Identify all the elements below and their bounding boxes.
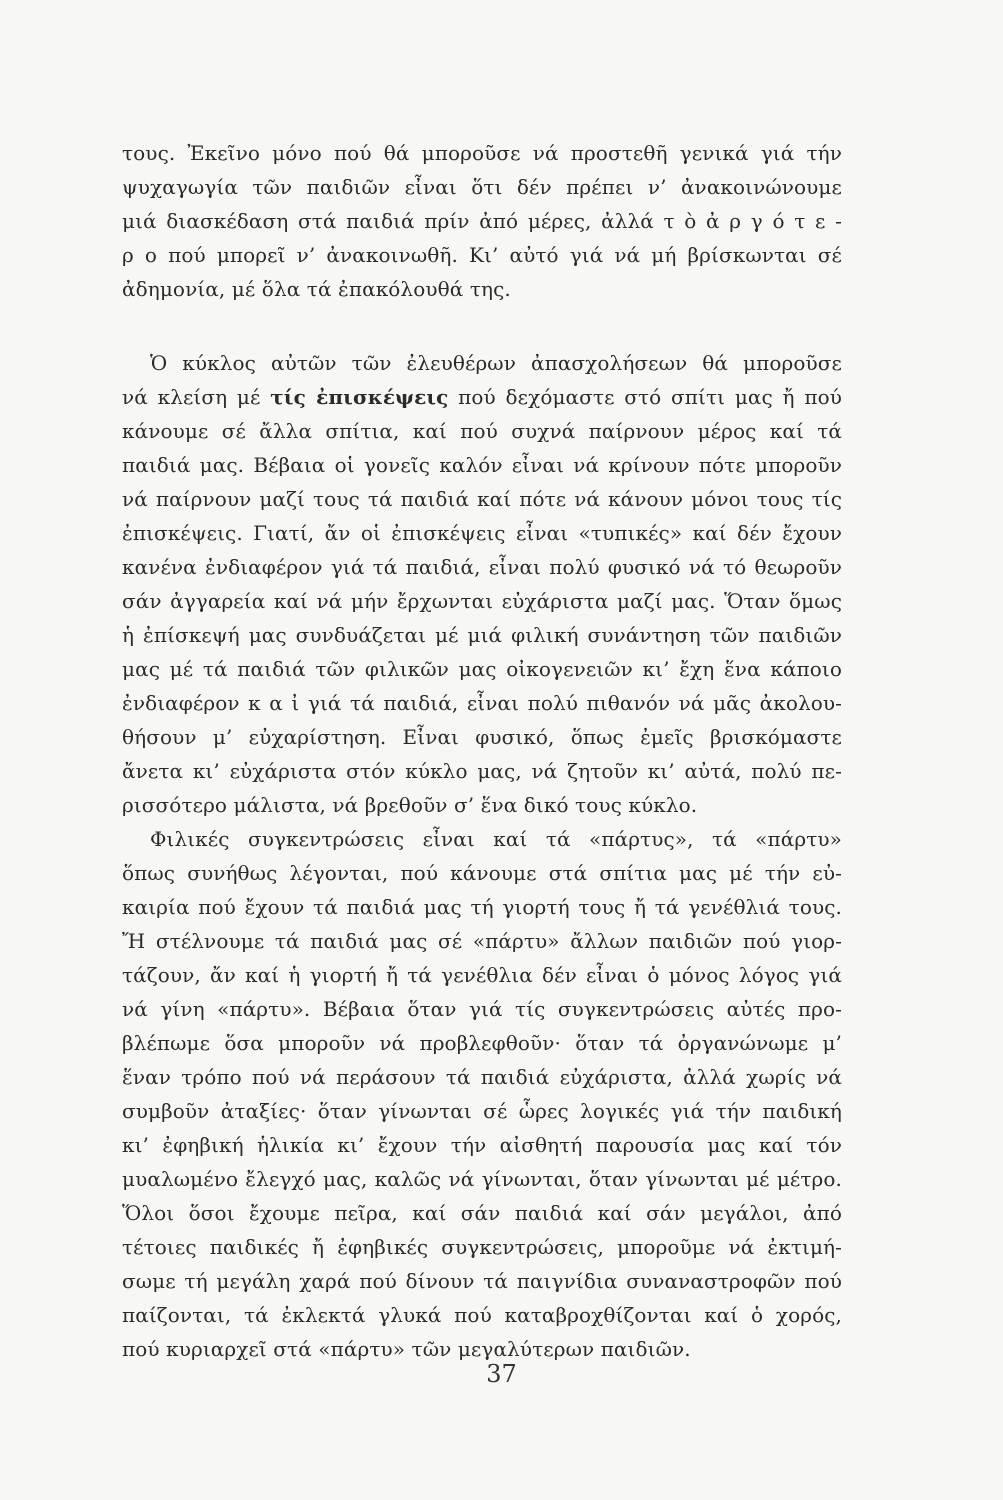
text-line: παίζονται, τά ἐκλεκτά γλυκά πού καταβροχθίζονται καί ὁ χορός, xyxy=(122,1303,842,1327)
bold-phrase: τίς ἐπισκέψεις xyxy=(270,385,449,409)
text-line: ἕναν τρόπο πού νά περάσουν τά παιδιά εὐχάριστα, ἀλλά χωρίς νά xyxy=(122,1065,842,1089)
text-line: ψυχαγωγία τῶν παιδιῶν εἶναι ὅτι δέν πρέπει ν’ ἀνακοινώνουμε xyxy=(122,175,842,199)
text-line: τους. Ἐκεῖνο μόνο πού θά μποροῦσε νά προστεθῆ γενικά γιά τήν xyxy=(122,141,842,165)
paragraph-2 xyxy=(122,346,842,822)
text-line: πού κυριαρχεῖ στά «πάρτυ» τῶν μεγαλύτερων παιδιῶν. xyxy=(122,1337,691,1361)
text-line: Ἤ στέλνουμε τά παιδιά μας σέ «πάρτυ» ἄλλων παιδιῶν πού γιορ- xyxy=(122,929,842,953)
text-run: νά κλείση μέ xyxy=(122,385,261,409)
text-line xyxy=(122,380,842,414)
text-line: βλέπωμε ὅσα μποροῦν νά προβλεφθοῦν· ὅταν τά ὀργανώνωμε μ’ xyxy=(122,1031,842,1055)
text-line: μας μέ τά παιδιά τῶν φιλικῶν μας οἰκογενειῶν κι’ ἔχη ἕνα κάποιο xyxy=(122,657,842,681)
text-line: Φιλικές συγκεντρώσεις εἶναι καί τά «πάρτυς», τά «πάρτυ» xyxy=(150,827,842,851)
page-number: 37 xyxy=(486,1360,517,1388)
paragraph-3 xyxy=(122,822,842,1366)
text-line: Ὁ κύκλος αὐτῶν τῶν ἐλευθέρων ἀπασχολήσεων θά μποροῦσε xyxy=(150,351,842,375)
text-line: Ὅλοι ὅσοι ἔχουμε πεῖρα, καί σάν παιδιά καί σάν μεγάλοι, ἀπό xyxy=(122,1201,842,1225)
text-line: παιδιά μας. Βέβαια οἱ γονεῖς καλόν εἶναι νά κρίνουν πότε μποροῦν xyxy=(122,453,842,477)
text-line: καιρία πού ἔχουν τά παιδιά μας τή γιορτή τους ἤ τά γενέθλιά τους. xyxy=(122,895,842,919)
text-line: κάνουμε σέ ἄλλα σπίτια, καί πού συχνά παίρνουν μέρος καί τά xyxy=(122,419,842,443)
text-line: ρ ο πού μπορεῖ ν’ ἀνακοινωθῆ. Κι’ αὐτό γιά νά μή βρίσκωνται σέ xyxy=(122,243,842,267)
text-line: νά γίνη «πάρτυ». Βέβαια ὅταν γιά τίς συγκεντρώσεις αὐτές προ- xyxy=(122,997,842,1021)
text-line: τέτοιες παιδικές ἤ ἐφηβικές συγκεντρώσεις, μποροῦμε νά ἐκτιμή- xyxy=(122,1235,842,1259)
text-line: κανένα ἐνδιαφέρον γιά τά παιδιά, εἶναι πολύ φυσικό νά τό θεωροῦν xyxy=(122,555,842,579)
text-line: ἀδημονία, μέ ὅλα τά ἐπακόλουθά της. xyxy=(122,277,511,301)
text-line: ρισσότερο μάλιστα, νά βρεθοῦν σ’ ἕνα δικό τους κύκλο. xyxy=(122,793,698,817)
text-line: νά παίρνουν μαζί τους τά παιδιά καί πότε νά κάνουν μόνοι τους τίς xyxy=(122,487,842,511)
text-line: ἐνδιαφέρον κ α ἰ γιά τά παιδιά, εἶναι πολύ πιθανόν νά μᾶς ἀκολου- xyxy=(122,691,842,715)
text-line: σωμε τή μεγάλη χαρά πού δίνουν τά παιγνίδια συναναστροφῶν πού xyxy=(122,1269,842,1293)
text-line: τάζουν, ἄν καί ἡ γιορτή ἤ τά γενέθλια δέν εἶναι ὁ μόνος λόγος γιά xyxy=(122,963,842,987)
text-line: θήσουν μ’ εὐχαρίστηση. Εἶναι φυσικό, ὅπως ἐμεῖς βρισκόμαστε xyxy=(122,725,842,749)
paragraph-1 xyxy=(122,136,842,306)
text-line: ἡ ἐπίσκεψή μας συνδυάζεται μέ μιά φιλική συνάντηση τῶν παιδιῶν xyxy=(122,623,842,647)
paragraph-gap xyxy=(122,306,842,346)
text-line: κι’ ἐφηβική ἡλικία κι’ ἔχουν τήν αἰσθητή παρουσία μας καί τόν xyxy=(122,1133,842,1157)
text-line: ὅπως συνήθως λέγονται, πού κάνουμε στά σπίτια μας μέ τήν εὐ- xyxy=(122,861,842,885)
text-line: μιά διασκέδαση στά παιδιά πρίν ἀπό μέρες, ἀλλά τ ὸ ἀ ρ γ ό τ ε - xyxy=(122,209,842,233)
text-line: μυαλωμένο ἔλεγχό μας, καλῶς νά γίνωνται, ὅταν γίνωνται μέ μέτρο. xyxy=(122,1167,842,1191)
body-text xyxy=(122,136,842,1366)
text-run: πού δεχόμαστε στό σπίτι μας ἤ πού xyxy=(458,385,842,409)
text-line: ἄνετα κι’ εὐχάριστα στόν κύκλο μας, νά ζητοῦν κι’ αὐτά, πολύ πε- xyxy=(122,759,842,783)
text-line: ἐπισκέψεις. Γιατί, ἄν οἱ ἐπισκέψεις εἶναι «τυπικές» καί δέν ἔχουν xyxy=(122,521,842,545)
text-line: σάν ἀγγαρεία καί νά μήν ἔρχωνται εὐχάριστα μαζί μας. Ὅταν ὅμως xyxy=(122,589,842,613)
text-line: συμβοῦν ἀταξίες· ὅταν γίνωνται σέ ὧρες λογικές γιά τήν παιδική xyxy=(122,1099,842,1123)
